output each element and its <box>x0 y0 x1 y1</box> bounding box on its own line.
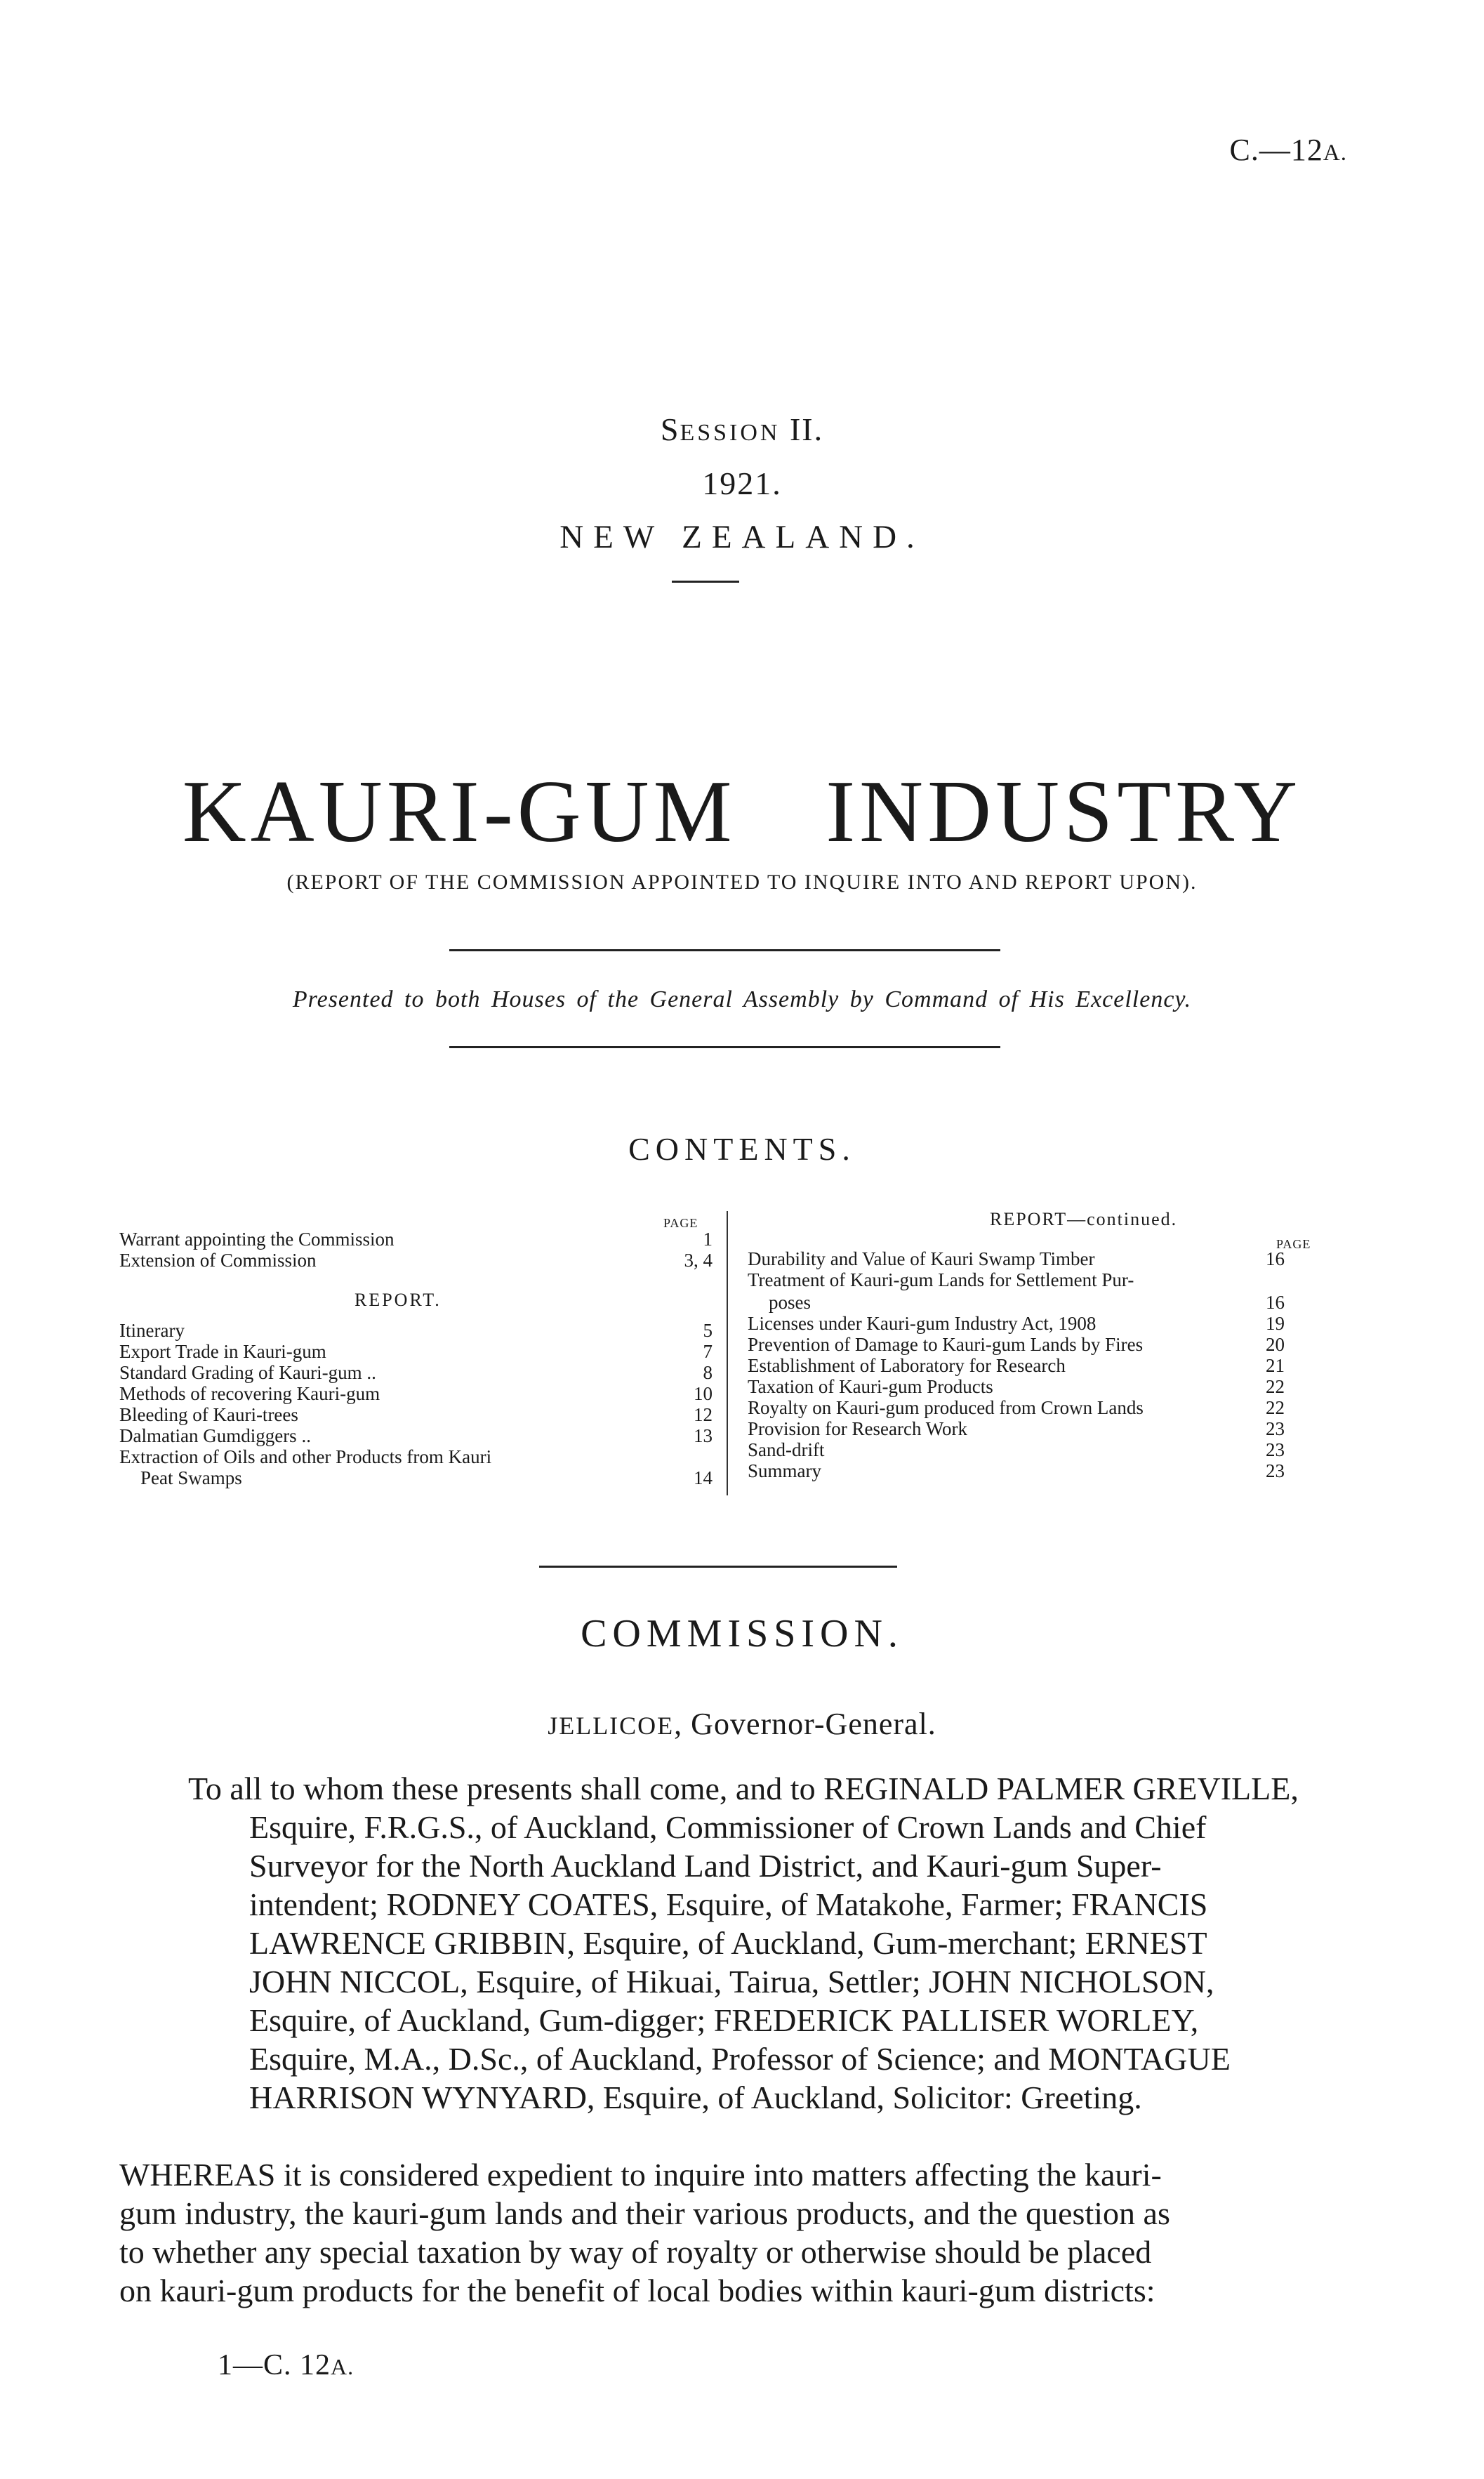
toc-entry-title: Treatment of Kauri-gum Lands for Settlement Pur- <box>748 1269 1134 1290</box>
toc-entry-page: 7 <box>703 1341 713 1362</box>
contents-divider <box>539 1566 897 1568</box>
document-subtitle: (REPORT OF THE COMMISSION APPOINTED TO INQUIRE INTO AND REPORT UPON). <box>286 871 1198 894</box>
toc-entry-title: Warrant appointing the Commission <box>119 1229 395 1250</box>
toc-entry-page: 22 <box>1266 1397 1285 1418</box>
session-year: 1921. <box>702 465 782 501</box>
document-title: KAURI-GUM INDUSTRY <box>182 763 1302 861</box>
toc-entry-page: 5 <box>703 1320 713 1341</box>
toc-entry-page: 20 <box>1266 1334 1285 1355</box>
presented-line: Presented to both Houses of the General Assembly by Command of His Excellency. <box>292 986 1192 1012</box>
toc-entry-title: poses <box>769 1292 811 1313</box>
toc-section-heading-continued: REPORT—continued. <box>990 1209 1178 1229</box>
whereas-paragraph <box>119 2155 1330 2310</box>
toc-entry-page: 22 <box>1266 1376 1285 1397</box>
whereas-line: on kauri-gum products for the benefit of local bodies within kauri-gum districts: <box>119 2273 1155 2308</box>
toc-entry-title: Taxation of Kauri-gum Products <box>748 1376 993 1397</box>
toc-entry-page: 23 <box>1266 1418 1285 1439</box>
session-number: II. <box>780 411 824 447</box>
page-signature-main: 1—C. 12 <box>218 2349 331 2381</box>
address-line: intendent; RODNEY COATES, Esquire, of Matakohe, Farmer; FRANCIS <box>249 1886 1208 1922</box>
toc-entry-page: 16 <box>1266 1248 1285 1269</box>
whereas-line: gum industry, the kauri-gum lands and their various products, and the question as <box>119 2195 1170 2231</box>
whereas-line: to whether any special taxation by way of royalty or otherwise should be placed <box>119 2234 1152 2270</box>
toc-entry-title: Dalmatian Gumdiggers .. <box>119 1425 311 1446</box>
toc-entry-page: 1 <box>703 1229 713 1250</box>
address-line: Esquire, of Auckland, Gum-digger; FREDERICK PALLISER WORLEY, <box>249 2002 1199 2038</box>
left-page-label: PAGE <box>663 1216 698 1230</box>
contents-heading: CONTENTS. <box>628 1131 856 1167</box>
commission-address <box>188 1769 1329 1808</box>
toc-entry-title: Extension of Commission <box>119 1250 317 1271</box>
country-name: NEW ZEALAND. <box>559 519 925 555</box>
toc-entry-title: Bleeding of Kauri-trees <box>119 1404 298 1425</box>
toc-entry-page: 13 <box>694 1425 713 1446</box>
toc-entry-page: 12 <box>694 1404 713 1425</box>
whereas-line: WHEREAS it is considered expedient to inquire into matters affecting the kauri- <box>119 2157 1162 2193</box>
address-line: Esquire, M.A., D.Sc., of Auckland, Professor of Science; and MONTAGUE <box>249 2041 1231 2077</box>
governor-title: , Governor-General. <box>674 1707 936 1741</box>
address-line: HARRISON WYNYARD, Esquire, of Auckland, Solicitor: Greeting. <box>249 2080 1142 2115</box>
toc-entry-page: 14 <box>694 1467 713 1488</box>
toc-entry-title: Durability and Value of Kauri Swamp Timber <box>748 1248 1095 1269</box>
toc-entry-title: Royalty on Kauri-gum produced from Crown Lands <box>748 1397 1144 1418</box>
toc-entry-page: 16 <box>1266 1292 1285 1313</box>
toc-entry-title: Sand-drift <box>748 1439 825 1460</box>
toc-entry-title: Licenses under Kauri-gum Industry Act, 1908 <box>748 1313 1097 1334</box>
toc-entry-title: Prevention of Damage to Kauri-gum Lands by Fires <box>748 1334 1144 1355</box>
address-line: JOHN NICCOL, Esquire, of Hikuai, Tairua, Settler; JOHN NICHOLSON, <box>249 1964 1214 1999</box>
governor-name: JELLICOE <box>548 1712 675 1740</box>
toc-entry-title: Export Trade in Kauri-gum <box>119 1341 326 1362</box>
toc-entry-page: 21 <box>1266 1355 1285 1376</box>
address-line: LAWRENCE GRIBBIN, Esquire, of Auckland, Gum-merchant; ERNEST <box>249 1925 1207 1961</box>
toc-entry-title: Peat Swamps <box>140 1467 242 1488</box>
page-signature-suffix: A. <box>331 2354 355 2379</box>
toc-entry-title: Itinerary <box>119 1320 185 1341</box>
session-initial: S <box>660 411 680 447</box>
toc-entry-page: 10 <box>694 1383 713 1404</box>
address-line: Surveyor for the North Auckland Land District, and Kauri-gum Super- <box>249 1848 1162 1884</box>
toc-section-heading: REPORT. <box>355 1290 442 1310</box>
page-signature <box>218 2348 354 2382</box>
toc-entry-title: Establishment of Laboratory for Research <box>748 1355 1066 1376</box>
toc-entry-title: Extraction of Oils and other Products from Kauri <box>119 1446 492 1467</box>
toc-entry-page: 19 <box>1266 1313 1285 1334</box>
commission-address-continued <box>249 1808 1329 2117</box>
address-line: To all to whom these presents shall come, and to REGINALD PALMER GREVILLE, <box>188 1771 1299 1806</box>
commission-heading: COMMISSION. <box>581 1612 903 1655</box>
toc-entry-page: 23 <box>1266 1460 1285 1481</box>
governor-line <box>0 1706 1484 1742</box>
address-line: Esquire, F.R.G.S., of Auckland, Commissioner of Crown Lands and Chief <box>249 1809 1207 1845</box>
document-reference-suffix: A. <box>1323 140 1347 166</box>
toc-entry-title: Provision for Research Work <box>748 1418 968 1439</box>
contents-column-divider <box>727 1211 728 1495</box>
toc-entry-page: 8 <box>703 1362 713 1383</box>
toc-entry-title: Summary <box>748 1460 821 1481</box>
toc-entry-page: 3, 4 <box>684 1250 713 1271</box>
toc-entry-title: Methods of recovering Kauri-gum <box>119 1383 380 1404</box>
toc-entry-page: 23 <box>1266 1439 1285 1460</box>
document-reference-main: C.—12 <box>1229 133 1323 167</box>
session-word: ESSION <box>680 420 781 446</box>
toc-entry-title: Standard Grading of Kauri-gum .. <box>119 1362 376 1383</box>
right-page-label: PAGE <box>1276 1237 1311 1251</box>
